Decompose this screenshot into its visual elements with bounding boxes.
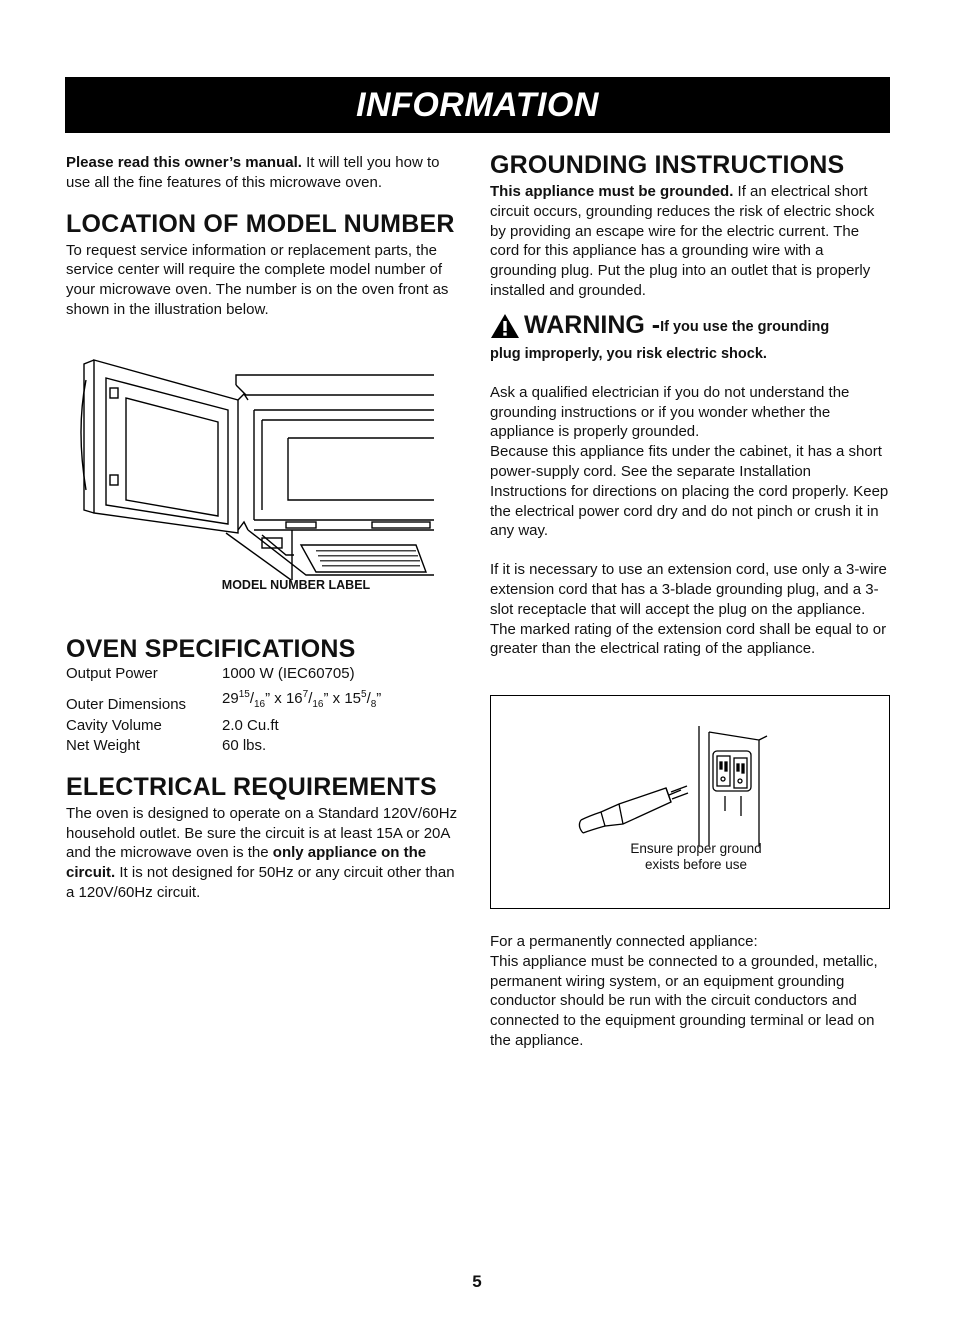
grounding-p4: If it is necessary to use an extension cord, use only a 3-wire extension cord that has a 3-blade grounding plug, and a 3-slot receptacle that will accept the plug on the appliance. The marked rating of the extension cord shall be equal to or greater than the electrical rating of the appliance. [490,561,887,658]
spec-row [66,736,381,756]
model-number-caption: MODEL NUMBER LABEL [221,577,371,592]
warning-tail: If you use the grounding [660,318,830,335]
intro-paragraph [66,153,466,193]
spec-row [66,684,381,716]
electrical-text-1: The oven is designed to operate on a Standard 120V/60Hz household outlet. Be sure the circuit is at least 15A or 20A and the microwave oven is the [66,804,458,862]
grounding-text [490,182,890,301]
page-title: INFORMATION [356,85,599,124]
electrical-bold: only appliance on the circuit. [66,844,427,882]
warning-line [490,311,890,339]
electrical-heading: ELECTRICAL REQUIREMENTS [66,772,437,801]
page-number: 5 [472,1272,482,1291]
spec-label: Outer Dimensions [66,695,187,713]
right-column [490,150,890,659]
intro-text: It will tell you how to use all the fine features of this microwave oven. [66,154,440,191]
warning-triangle-icon [490,313,520,339]
spec-value: 1000 W (IEC60705) [222,664,355,682]
warning-line2: plug improperly, you risk electric shock. [490,345,767,362]
electrical-text [66,804,466,903]
electrical-text-2: It is not designed for 50Hz or any circuit other than a 120V/60Hz circuit. [66,864,455,901]
location-heading: LOCATION OF MODEL NUMBER [66,209,455,238]
location-text: To request service information or replacement parts, the service center will require the complete model number of your microwave oven. The number is on the oven front as shown in the illustration below. [66,241,449,318]
intro-bold: Please read this owner’s manual. [66,154,302,171]
left-column [66,150,466,903]
grounding-p5a: For a permanently connected appliance: [490,933,758,950]
spec-label: Cavity Volume [66,716,162,734]
grounding-bold: This appliance must be grounded. [490,183,734,200]
spec-row [66,664,381,684]
outlet-caption [586,841,806,873]
outlet-caption-line1: Ensure proper ground [630,841,762,856]
grounding-p5b: This appliance must be connected to a grounded, metallic, permanent wiring system, or an equipment grounding conductor should be run with the circuit conductors and connected to the equipment grounding terminal or lead on the appliance. [490,952,878,1049]
spec-row [66,716,381,736]
microwave-illustration [66,350,466,580]
spec-value: 2.0 Cu.ft [222,716,279,734]
permanent-connection-block [490,932,890,1051]
grounding-heading: GROUNDING INSTRUCTIONS [490,151,845,179]
outlet-caption-line2: exists before use [644,857,748,872]
warning-word: WARNING - [524,310,661,339]
spec-label: Net Weight [66,736,140,754]
page-banner [65,77,890,133]
plug-outlet-illustration [491,696,889,846]
spec-value-dimensions: $29^{15}/_{16}$” x $16^7/_{16}$” x $15^5/_8$” [222,688,382,710]
spec-label: Output Power [66,664,158,682]
specs-table [66,664,381,756]
outlet-figure [490,695,890,909]
spec-value: 60 lbs. [222,736,267,754]
grounding-body: If an electrical short circuit occurs, grounding reduces the risk of electric shock by providing an escape wire for the electric current. The cord for this appliance has a grounding wire with a grounding plug. Put the plug into an outlet that is properly installed and grounded. [490,183,875,299]
grounding-p2: Ask a qualified electrician if you do not understand the grounding instructions or if you wonder whether the appliance is properly grounded. [490,383,850,441]
grounding-p3: Because this appliance fits under the cabinet, it has a short power-supply cord. See the separate Installation Instructions for directions on placing the cord properly. Keep the electrical power cord dry and do not pinch or crush it in any way. [490,443,889,540]
specs-heading: OVEN SPECIFICATIONS [66,634,356,663]
